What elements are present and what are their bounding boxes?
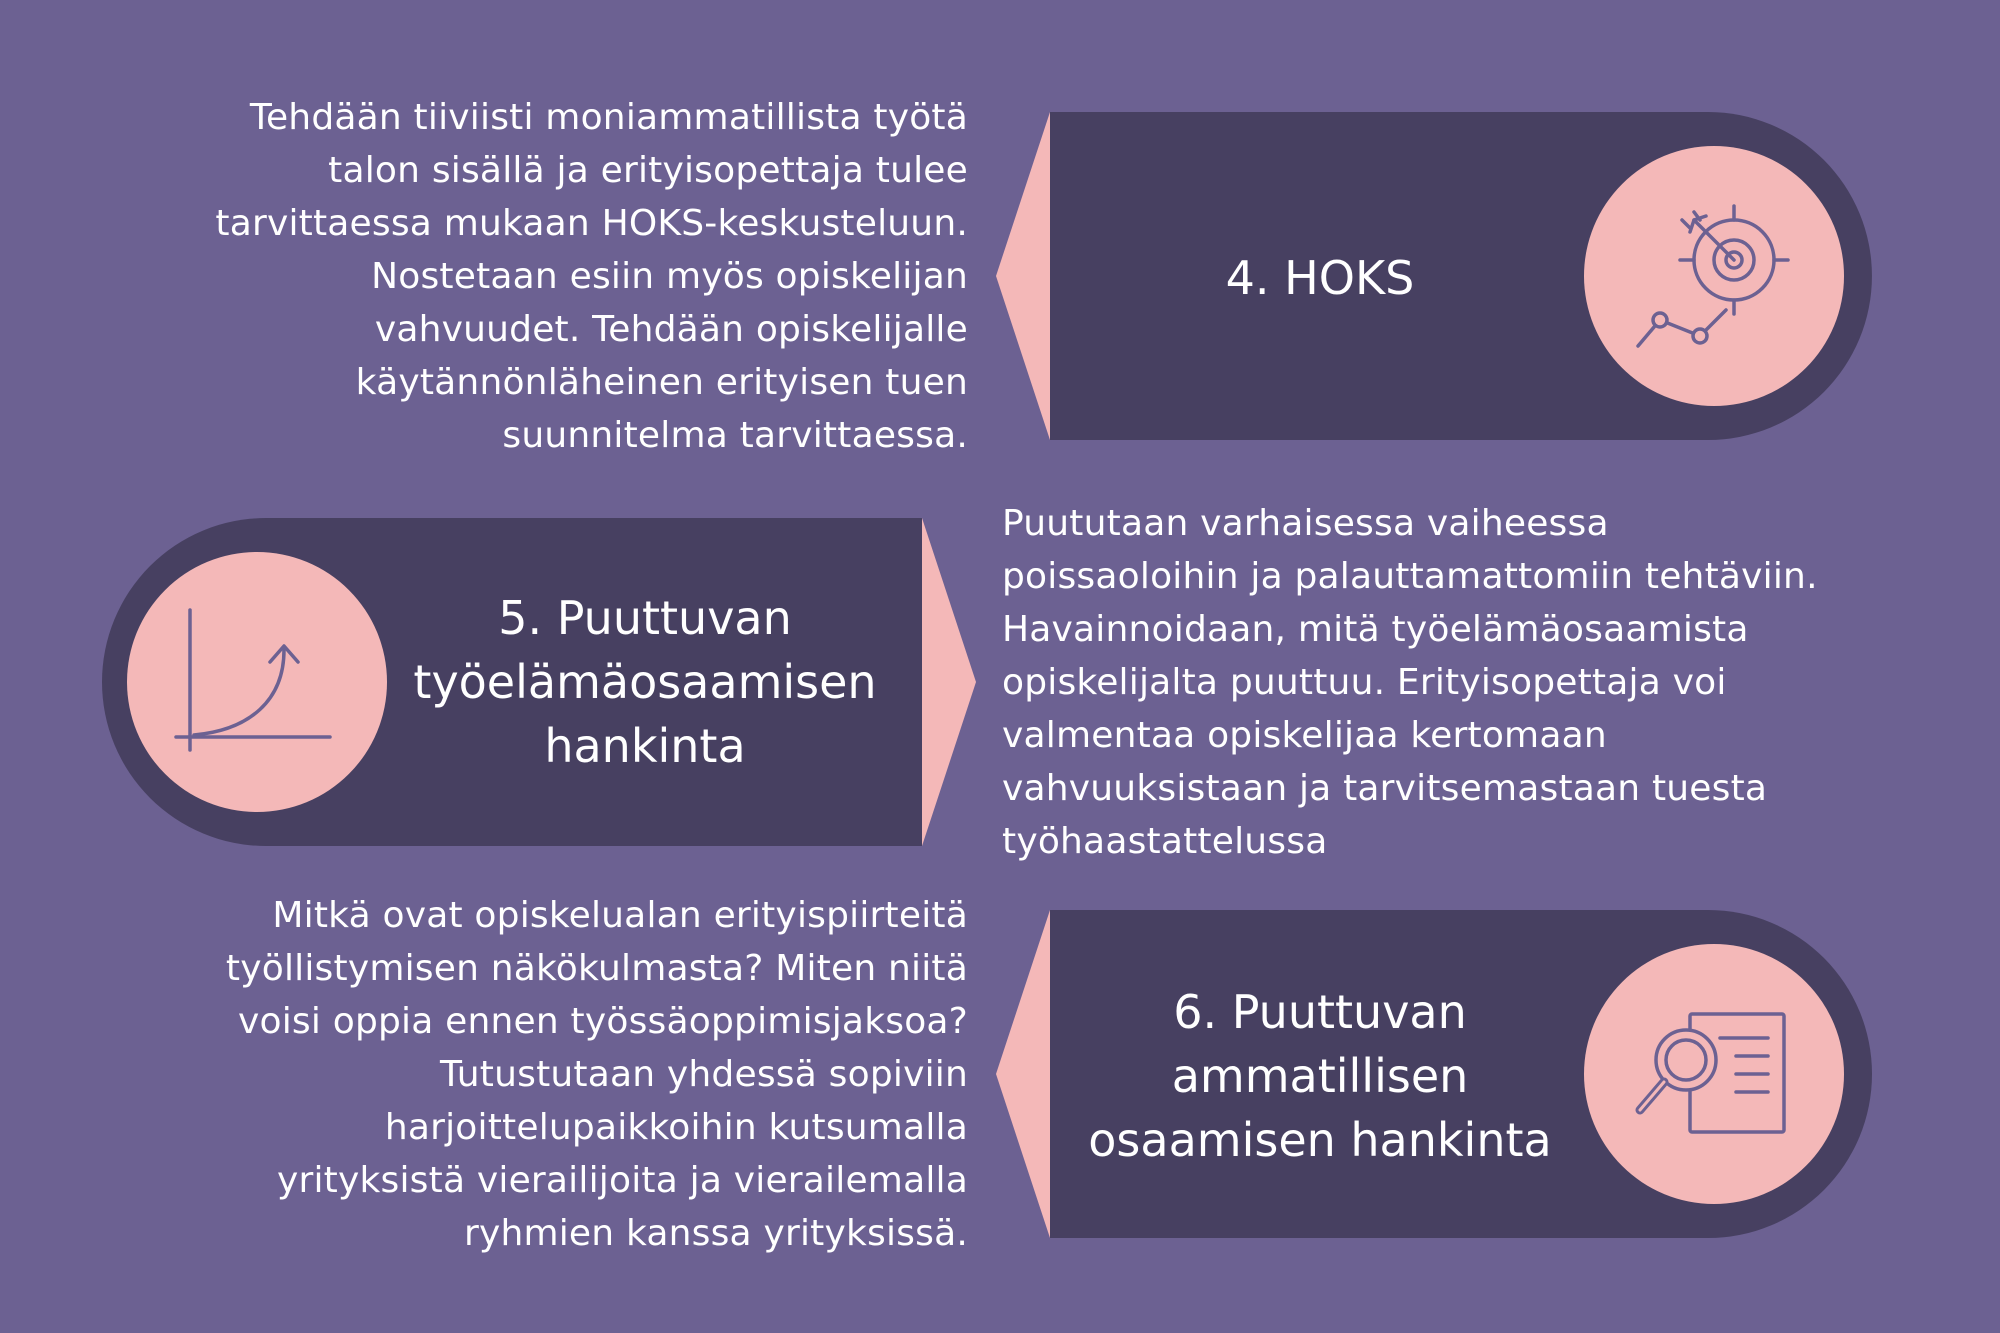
step-4-title: 4. HOKS xyxy=(1225,251,1415,305)
step-6-title: 6. Puuttuvan ammatillisen osaamisen hankinta xyxy=(1088,985,1552,1167)
step-6-description: Mitkä ovat opiskelualan erityispiirteitä työllistymisen näkökulmasta? Miten niitä voisi oppia ennen työssäoppimisjaksoa? Tutustutaan yhdessä sopiviin harjoittelupaikkoihin kutsumalla yrityksistä vierailijoita ja vierailemalla ryhmien kanssa yrityksissä. xyxy=(225,895,968,1254)
step-5-title: 5. Puuttuvan työelämäosaamisen hankinta xyxy=(413,591,877,773)
step-5-icon-circle xyxy=(127,552,387,812)
step-4-description: Tehdään tiiviisti moniammatillista työtä talon sisällä ja erityisopettaja tulee tarvittaessa mukaan HOKS-keskusteluun. Nostetaan esiin myös opiskelijan vahvuudet. Tehdään opiskelijalle käytännönläheinen erityisen tuen suunnitelma tarvittaessa. xyxy=(215,97,968,456)
step-4-icon-circle xyxy=(1584,146,1844,406)
step-5-description: Puututaan varhaisessa vaiheessa poissaoloihin ja palauttamattomiin tehtäviin. Havainnoidaan, mitä työelämäosaamista opiskelijalta puuttuu. Erityisopettaja voi valmentaa opiskelijaa kertomaan vahvuuksistaan ja tarvitsemastaan tuesta työhaastattelussa xyxy=(1002,503,1818,862)
step-4-arrow-tip xyxy=(996,112,1050,440)
